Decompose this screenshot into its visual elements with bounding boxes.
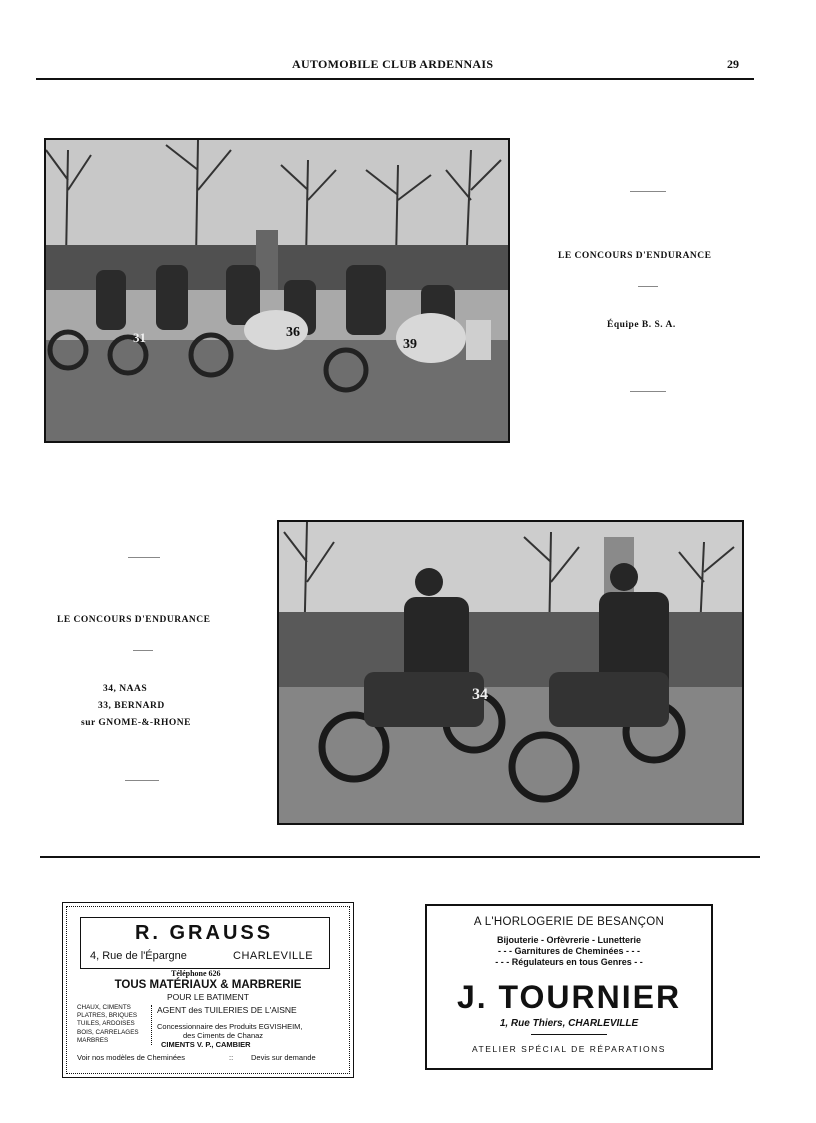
ad-grauss-headline: TOUS MATÉRIAUX & MARBRERIE xyxy=(114,979,302,991)
ad-tournier xyxy=(425,904,713,1070)
ad-grauss xyxy=(62,902,354,1078)
page-header-title: AUTOMOBILE CLUB ARDENNAIS xyxy=(292,57,494,71)
ad-grauss-chanaz: des Ciments de Chanaz xyxy=(183,1031,264,1040)
photo-gnome-rhone-riders xyxy=(277,520,744,825)
ad-grauss-left-item: BOIS, CARRELAGES xyxy=(77,1028,139,1036)
ad-tournier-line-1: Bijouterie - Orfèvrerie - Lunetterie xyxy=(496,935,642,945)
photo1-number-36: 36 xyxy=(286,325,300,340)
ad-grauss-footer-right: Devis sur demande xyxy=(251,1053,316,1062)
caption-dash xyxy=(125,780,159,781)
caption-dash xyxy=(133,650,153,651)
ad-grauss-left-item: TUILES, ARDOISES xyxy=(77,1020,135,1028)
ad-grauss-left-item: PLATRES, BRIQUES xyxy=(77,1012,138,1020)
ad-grauss-address: 4, Rue de l'Épargne xyxy=(90,950,187,962)
photo-bsa-image xyxy=(46,140,508,441)
photo2-number-34: 34 xyxy=(472,686,488,703)
ad-grauss-left-item: CHAUX, CIMENTS xyxy=(77,1004,131,1011)
photo2-caption-line-3: sur GNOME-&-RHONE xyxy=(81,718,191,728)
ad-grauss-footer-sep: :: xyxy=(229,1053,234,1062)
ad-grauss-concession: Concessionnaire des Produits EGVISHEIM, xyxy=(157,1022,303,1031)
ad-tournier-top: A L'HORLOGERIE DE BESANÇON xyxy=(473,916,665,928)
caption-dash xyxy=(128,557,160,558)
ad-grauss-cambier: CIMENTS V. P., CAMBIER xyxy=(161,1040,251,1049)
ad-grauss-city: CHARLEVILLE xyxy=(233,950,314,962)
ad-tournier-address: 1, Rue Thiers, CHARLEVILLE xyxy=(499,1018,639,1029)
ad-grauss-sub: POUR LE BATIMENT xyxy=(166,992,250,1002)
ad-grauss-agent: AGENT des TUILERIES DE L'AISNE xyxy=(157,1005,297,1015)
ad-grauss-name: R. GRAUSS xyxy=(134,922,274,944)
caption-dash xyxy=(638,286,658,287)
photo2-caption-line-1: 34, NAAS xyxy=(103,684,148,694)
header-rule xyxy=(36,78,754,80)
ad-tournier-name: J. TOURNIER xyxy=(456,979,682,1015)
photo1-number-31: 31 xyxy=(133,330,146,345)
page-number: 29 xyxy=(727,57,739,71)
ad-tournier-line-3: - - - Régulateurs en tous Genres - - xyxy=(495,957,643,967)
ad-grauss-left-item: MARBRES xyxy=(77,1036,109,1044)
ad-tournier-line-2: - - - Garnitures de Cheminées - - - xyxy=(497,946,641,956)
photo-bsa-team xyxy=(44,138,510,443)
ad-tournier-footer: ATELIER SPÉCIAL DE RÉPARATIONS xyxy=(472,1044,666,1054)
photo2-caption-line-2: 33, BERNARD xyxy=(98,701,165,711)
ad-grauss-left-col xyxy=(77,1004,149,1045)
photo-gnome-rhone-image xyxy=(279,522,742,823)
ad-tournier-divider xyxy=(531,1034,607,1035)
photo1-caption-title: LE CONCOURS D'ENDURANCE xyxy=(558,251,712,261)
footer-rule xyxy=(40,856,760,858)
photo1-caption-team: Équipe B. S. A. xyxy=(607,320,676,330)
caption-dash xyxy=(630,391,666,392)
ad-grauss-divider xyxy=(151,1005,153,1045)
photo2-caption-title: LE CONCOURS D'ENDURANCE xyxy=(57,615,211,625)
caption-dash xyxy=(630,191,666,192)
ad-grauss-phone: Téléphone 626 xyxy=(171,969,221,978)
photo1-number-39: 39 xyxy=(403,337,417,352)
ad-grauss-footer-left: Voir nos modèles de Cheminées xyxy=(77,1053,185,1062)
